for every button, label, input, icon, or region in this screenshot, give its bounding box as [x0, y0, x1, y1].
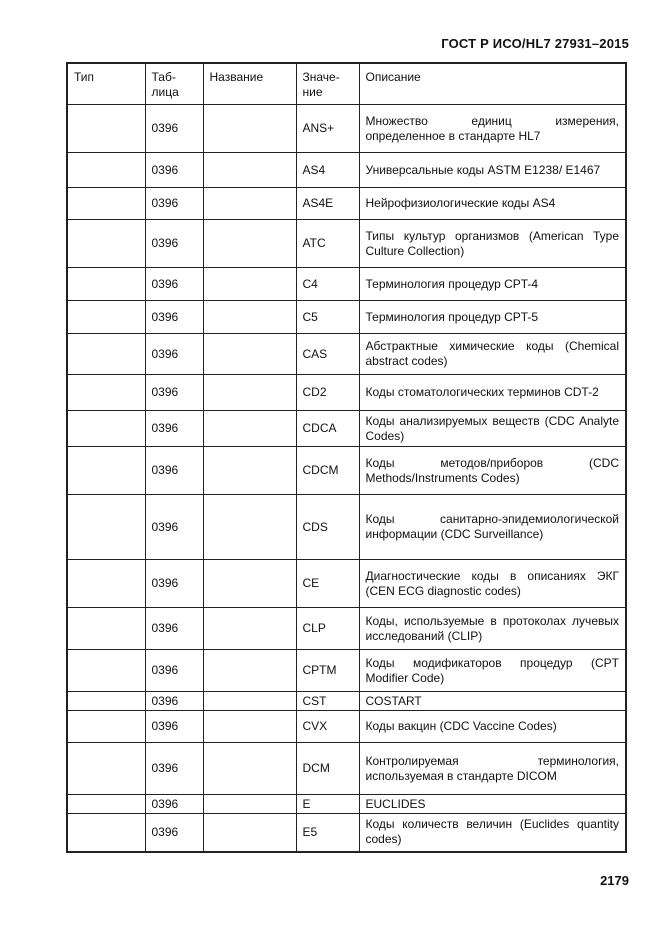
table-row [67, 650, 626, 692]
column-header-description: Описание [359, 63, 626, 105]
cell-name [203, 692, 296, 711]
cell-description: Коды вакцин (CDC Vaccine Codes) [359, 711, 626, 743]
cell-description: Нейрофизиологические коды AS4 [359, 188, 626, 220]
cell-name [203, 188, 296, 220]
cell-name [203, 743, 296, 795]
table-row [67, 711, 626, 743]
cell-type [67, 411, 145, 447]
table-row [67, 153, 626, 188]
table-header-row [67, 63, 626, 105]
cell-name [203, 560, 296, 608]
table-row [67, 268, 626, 301]
table-row [67, 220, 626, 268]
cell-description: Коды модификаторов процедур (CPT Modifier Code) [359, 650, 626, 692]
cell-table: 0396 [145, 268, 203, 301]
cell-type [67, 560, 145, 608]
cell-table: 0396 [145, 447, 203, 495]
cell-table: 0396 [145, 795, 203, 814]
table-row [67, 447, 626, 495]
document-header: ГОСТ Р ИСО/HL7 27931–2015 [441, 36, 629, 51]
cell-description: Типы культур организмов (American Type Culture Collection) [359, 220, 626, 268]
cell-value: CST [296, 692, 359, 711]
cell-description: Коды количеств величин (Euclides quantity codes) [359, 814, 626, 852]
cell-value: AS4 [296, 153, 359, 188]
cell-name [203, 334, 296, 375]
cell-type [67, 375, 145, 411]
cell-type [67, 650, 145, 692]
cell-table: 0396 [145, 105, 203, 153]
cell-table: 0396 [145, 608, 203, 650]
cell-value: AS4E [296, 188, 359, 220]
cell-type [67, 814, 145, 852]
cell-value: CDCM [296, 447, 359, 495]
cell-value: CAS [296, 334, 359, 375]
cell-value: CDCA [296, 411, 359, 447]
table-row [67, 560, 626, 608]
cell-name [203, 411, 296, 447]
cell-type [67, 220, 145, 268]
cell-description: Универсальные коды ASTM E1238/ E1467 [359, 153, 626, 188]
cell-name [203, 268, 296, 301]
cell-description: Коды анализируемых веществ (CDC Analyte Codes) [359, 411, 626, 447]
cell-table: 0396 [145, 375, 203, 411]
cell-description: Терминология процедур CPT-5 [359, 301, 626, 334]
table-row [67, 495, 626, 560]
page-number: 2179 [600, 873, 629, 888]
cell-type [67, 334, 145, 375]
cell-value: ATC [296, 220, 359, 268]
cell-value: CVX [296, 711, 359, 743]
cell-table: 0396 [145, 711, 203, 743]
cell-table: 0396 [145, 560, 203, 608]
cell-name [203, 301, 296, 334]
cell-type [67, 743, 145, 795]
column-header-type: Тип [67, 63, 145, 105]
table-body [67, 105, 626, 852]
cell-table: 0396 [145, 495, 203, 560]
table-row [67, 188, 626, 220]
cell-name [203, 220, 296, 268]
table-row [67, 334, 626, 375]
cell-table: 0396 [145, 220, 203, 268]
cell-description: Терминология процедур CPT-4 [359, 268, 626, 301]
cell-type [67, 188, 145, 220]
cell-table: 0396 [145, 334, 203, 375]
cell-description: Контролируемая терминология, используемая в стандарте DICOM [359, 743, 626, 795]
cell-type [67, 447, 145, 495]
cell-description: Диагностические коды в описаниях ЭКГ (CEN ECG diagnostic codes) [359, 560, 626, 608]
cell-type [67, 495, 145, 560]
cell-value: E [296, 795, 359, 814]
column-header-table: Таб- лица [145, 63, 203, 105]
cell-type [67, 153, 145, 188]
cell-description: Коды методов/приборов (CDC Methods/Instruments Codes) [359, 447, 626, 495]
cell-value: ANS+ [296, 105, 359, 153]
cell-name [203, 795, 296, 814]
cell-name [203, 814, 296, 852]
cell-name [203, 650, 296, 692]
cell-type [67, 692, 145, 711]
cell-description: EUCLIDES [359, 795, 626, 814]
cell-type [67, 795, 145, 814]
cell-value: C4 [296, 268, 359, 301]
cell-table: 0396 [145, 301, 203, 334]
cell-value: C5 [296, 301, 359, 334]
cell-value: DCM [296, 743, 359, 795]
cell-value: CE [296, 560, 359, 608]
cell-type [67, 301, 145, 334]
cell-name [203, 375, 296, 411]
codes-table [66, 62, 627, 853]
cell-name [203, 495, 296, 560]
table-row [67, 608, 626, 650]
cell-name [203, 608, 296, 650]
cell-description: COSTART [359, 692, 626, 711]
cell-table: 0396 [145, 188, 203, 220]
cell-name [203, 711, 296, 743]
cell-value: CPTM [296, 650, 359, 692]
column-header-name: Название [203, 63, 296, 105]
cell-table: 0396 [145, 814, 203, 852]
cell-type [67, 711, 145, 743]
table-row [67, 375, 626, 411]
cell-description: Коды санитарно-эпидемиологической информации (CDC Surveillance) [359, 495, 626, 560]
cell-value: CDS [296, 495, 359, 560]
cell-type [67, 608, 145, 650]
cell-name [203, 447, 296, 495]
cell-table: 0396 [145, 650, 203, 692]
cell-value: CD2 [296, 375, 359, 411]
table-row [67, 743, 626, 795]
cell-type [67, 105, 145, 153]
cell-table: 0396 [145, 692, 203, 711]
column-header-value: Значе- ние [296, 63, 359, 105]
table-row [67, 105, 626, 153]
cell-description: Множество единиц измерения, определенное в стандарте HL7 [359, 105, 626, 153]
cell-description: Абстрактные химические коды (Chemical abstract codes) [359, 334, 626, 375]
table-row [67, 795, 626, 814]
cell-value: CLP [296, 608, 359, 650]
cell-table: 0396 [145, 411, 203, 447]
table-row [67, 692, 626, 711]
cell-description: Коды стоматологических терминов CDT-2 [359, 375, 626, 411]
cell-type [67, 268, 145, 301]
cell-value: E5 [296, 814, 359, 852]
table-row [67, 814, 626, 852]
table-row [67, 301, 626, 334]
cell-table: 0396 [145, 743, 203, 795]
cell-table: 0396 [145, 153, 203, 188]
cell-name [203, 105, 296, 153]
cell-description: Коды, используемые в протоколах лучевых исследований (CLIP) [359, 608, 626, 650]
cell-name [203, 153, 296, 188]
table-row [67, 411, 626, 447]
